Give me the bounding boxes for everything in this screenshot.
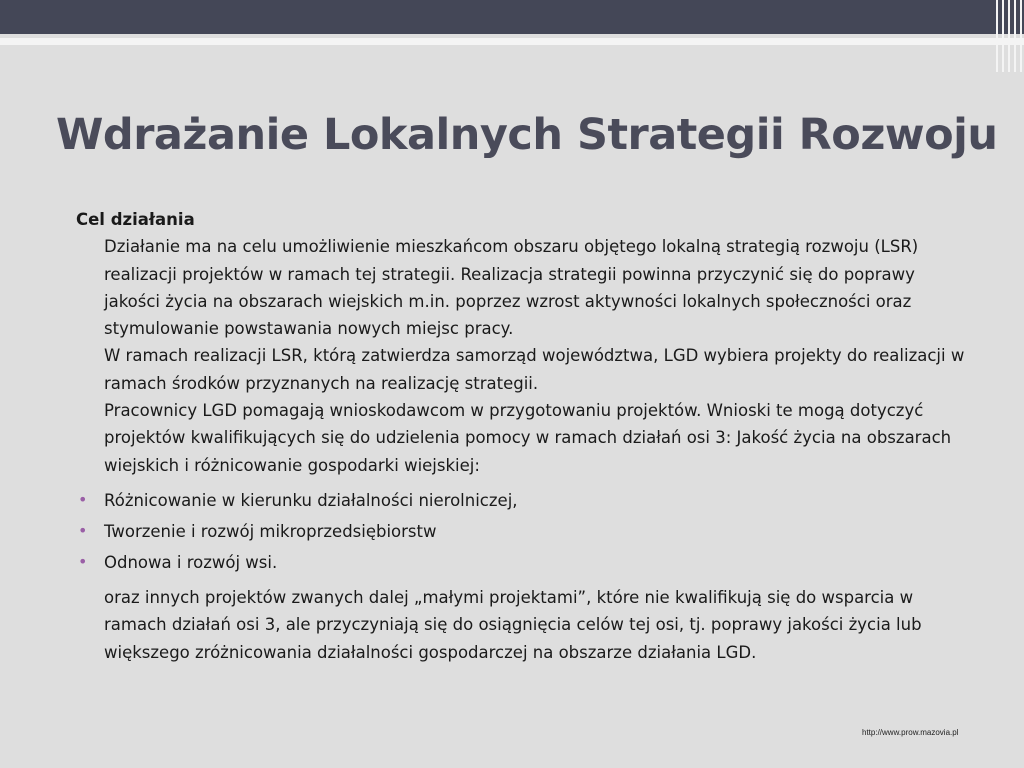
corner-stripes <box>994 0 1024 72</box>
paragraph: W ramach realizacji LSR, którą zatwierdza samorząd województwa, LGD wybiera projekty do realizacji w ramach środków przyznanych na realizację strategii. <box>104 346 965 393</box>
footer-url: http://www.prow.mazovia.pl <box>862 728 959 737</box>
list-item-text: Różnicowanie w kierunku działalności nierolniczej, <box>104 490 518 510</box>
stripe <box>1014 0 1016 72</box>
slide-content <box>76 206 976 666</box>
top-bar <box>0 0 1024 34</box>
bullet-list <box>76 487 976 576</box>
stripe <box>1020 0 1022 72</box>
bullet-icon: • <box>78 551 88 571</box>
slide-title: Wdrażanie Lokalnych Strategii Rozwoju <box>56 110 998 160</box>
list-item-text: Tworzenie i rozwój mikroprzedsiębiorstw <box>104 521 437 541</box>
list-item-text: Odnowa i rozwój wsi. <box>104 552 278 572</box>
paragraph: Pracownicy LGD pomagają wnioskodawcom w przygotowaniu projektów. Wnioski te mogą dotyczyć projektów kwalifikujących się do udzielenia pomocy w ramach działań osi 3: Jakość życia na obszarach wiejskich i różnicowanie gospodarki wiejskiej: <box>104 401 952 475</box>
stripe <box>1002 0 1004 72</box>
bullet-icon: • <box>78 520 88 540</box>
list-item <box>76 518 976 545</box>
list-item <box>76 487 976 514</box>
stripe <box>1008 0 1010 72</box>
paragraph: Działanie ma na celu umożliwienie mieszkańcom obszaru objętego lokalną strategią rozwoju (LSR) realizacji projektów w ramach tej strategii. Realizacja strategii powinna przyczynić się do poprawy jakości życia na obszarach wiejskich m.in. poprzez wzrost aktywności lokalnych społeczności oraz stymulowanie powstawania nowych miejsc pracy. <box>104 237 919 339</box>
stripe <box>996 0 998 72</box>
bullet-icon: • <box>78 489 88 509</box>
section-heading: Cel działania <box>76 210 195 229</box>
list-item <box>76 549 976 576</box>
closing-paragraph: oraz innych projektów zwanych dalej „małymi projektami”, które nie kwalifikują się do wsparcia w ramach działań osi 3, ale przyczyniają się do osiągnięcia celów tej osi, tj. poprawy jakości życia lub większego zróżnicowania działalności gospodarczej na obszarze działania LGD. <box>104 587 922 662</box>
top-accent-line <box>0 38 1024 45</box>
